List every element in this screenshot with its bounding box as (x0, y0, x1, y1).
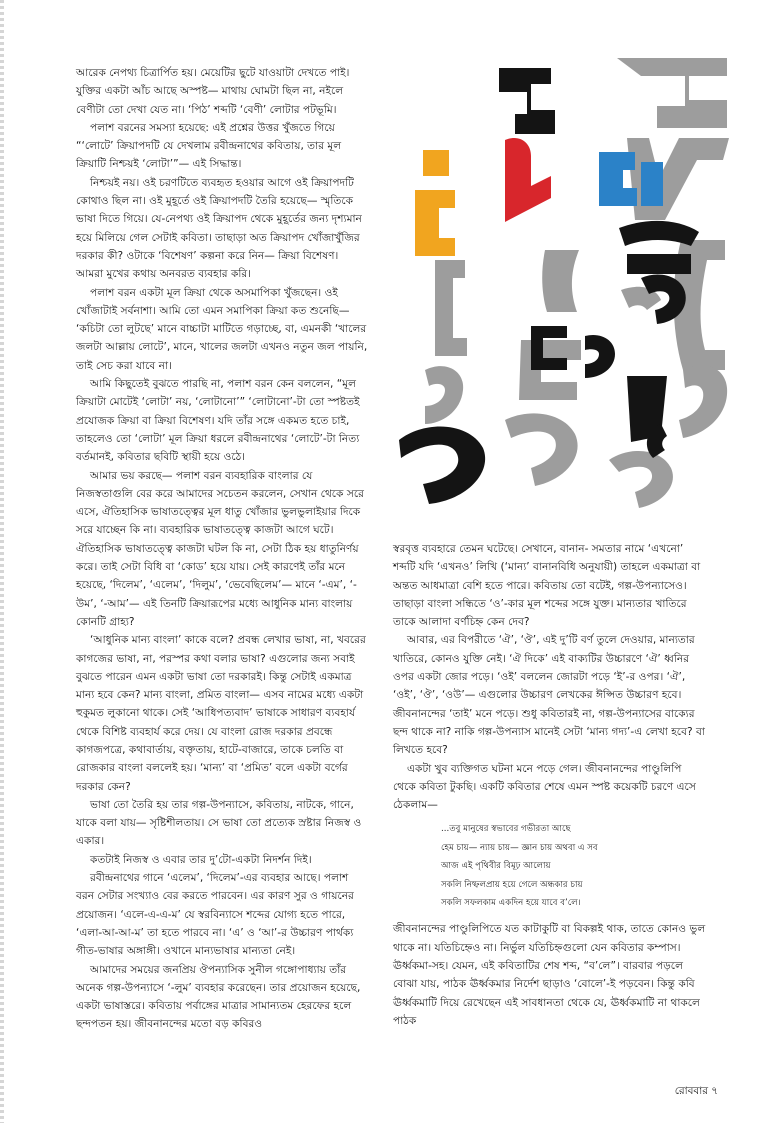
paragraph: আমার ভয় করছে— পলাশ বরন ব্যবহারিক বাংলার যে নিজস্বতাগুলি বের করে আমাদের সচেতন করলেন, সেখান থেকে সরে এসে, ঐতিহাসিক ভাষাতত্ত্বের মূল ধাতু খোঁজার ভুলভুলাইয়ার দিকে সরে যাচ্ছেন কি না। ব্যবহারিক ভাষাতত্ত্বে কাজটা আগে ঘটে। ঐতিহাসিক ভাষাতত্ত্বে কাজটা ঘটল কি না, সেটা ঠিক হয় ধাতুনির্ণয় করে। তাই সেটা বিধি বা ‘কোড’ হয়ে যায়। সেই কারণেই তাঁর মনে হয়েছে, ‘দিলেম’, ‘এলেম’, ‘দিলুম’, ‘ভেবেছিলেম’— মানে ‘-এম’, ‘-উম’, ‘-আম’— এই তিনটি ক্রিয়ারূপের মধ্যে আধুনিক মান্য বাংলায় কোনটি গ্রাহ্য? (76, 469, 364, 628)
paragraph: ‘আধুনিক মান্য বাংলা’ কাকে বলে? প্রবন্ধ লেখার ভাষা, না, খবরের কাগজের ভাষা, না, পরস্পর কথা বলার ভাষা? এগুলোর জন্য সবাই বুঝতে পারেন এমন একটা ভাষা তো দরকারই। কিন্তু সেটাই একমাত্র মান্য হবে কেন? মান্য বাংলা, প্রমিত বাংলা— এসব নামের মধ্যে একটা হুকুমত লুকানো থাকে। সেই ‘আধিপত্যবাদ’ ভাষাকে সাধারণ ব্যবহার্য থেকে বিশিষ্ট ব্যবহার্য করে দেয়। যে বাংলা রোজ দরকার প্রবন্ধে কাগজপত্রে, কথাবার্তায়, বক্তৃতায়, হাটে-বাজারে, তাকে চলতি বা রোজকার বাংলা বললেই হয়। ‘মান্য’ বা ‘প্রমিত’ বলে একটা বর্গের দরকার কেন? (76, 634, 366, 793)
poem-quote (441, 820, 707, 912)
calligraphy-art-svg (395, 40, 740, 530)
poem-line: ...তবু মানুষের স্বভাবের গভীরতা আছে (441, 824, 571, 835)
calligraphy-illustration (395, 40, 740, 530)
paragraph: আমি কিছুতেই বুঝতে পারছি না, পলাশ বরন কেন বললেন, “মূল ক্রিয়াটা মোটেই ‘লোটা’ নয়, ‘লোটানো’” ‘লোটানো’-টা তো স্পষ্টতই প্রযোজক ক্রিয়া বা ক্রিয়া বিশেষণ। যদি তাঁর সঙ্গে একমত হতে চাই, তাহলেও তো ‘লোটা’ মূল ক্রিয়া ধরলে রবীন্দ্রনাথের ‘লোটে’-টা নিত্য বর্তমানই, কবিতার ছবিটি স্থায়ী হয়ে ওঠে। (76, 378, 360, 464)
poem-line: সকলি সফলকাম একদিন হয়ে যাবে ব’লে। (441, 898, 581, 909)
paragraph: আমাদের সময়ের জনপ্রিয় ঔপন্যাসিক সুনীল গঙ্গোপাধ্যায় তাঁর অনেক গল্প-উপন্যাসে ‘-লুম’ ব্যবহার করেছেন। তার প্রয়োজন হয়েছে, একটা ভাষাস্তরে। কবিতায় পর্বাঙ্গের মাত্রার সামান্যতম হেরফের হলে ছন্দপতন হয়। জীবনানন্দের মতো বড় কবিরও (76, 963, 361, 1031)
paragraph: ভাষা তো তৈরি হয় তার গল্প-উপন্যাসে, কবিতায়, নাটকে, গানে, যাকে বলা যায়— সৃষ্টিশীলতায়। সে ভাষা তো প্রত্যেক স্রষ্টার নিজস্ব ও একার। (76, 798, 362, 848)
red-letter (505, 138, 551, 222)
page-footer: রোববার ৭ (674, 1085, 718, 1097)
poem-line: হেম চায়— ন্যায় চায়— জ্ঞান চায় অথবা এ সব (441, 842, 598, 853)
paragraph: নিশ্চয়ই নয়। ওই চরণটিতে ব্যবহৃত হওয়ার আগে ওই ক্রিয়াপদটি কোথাও ছিল না। ওই মুহূর্তে ওই ক্রিয়াপদটি তৈরি হয়েছে— স্মৃতিকে ভাষা দিতে গিয়ে। যে-নেপথ্য ওই ক্রিয়াপদ থেকে মুহূর্তের জন্য দৃশ্যমান হয়ে মিলিয়ে গেল সেটাই কবিতা। তাছাড়া অত ক্রিয়াপদ খোঁজাখুঁজির দরকার কী? ওটাকে ‘বিশেষণ’ কল্পনা করে নিন— ক্রিয়া বিশেষণ। আমরা মুখের কথায় অনবরত ব্যবহার করি। (76, 176, 362, 281)
paragraph: স্বরবৃত্ত ব্যবহারে তেমন ঘটেছে। সেখানে, বানান- সমতার নামে ‘এখনো’ শব্দটি যদি ‘এখনও’ লিখি (‘মান্য’ বানানবিধি অনুযায়ী) তাহলে একমাত্রা বা অন্তত আধমাত্রা বেশি হতে পারে। কবিতায় তো বটেই, গল্প-উপন্যাসেও। তাছাড়া বাংলা সন্ধিতে ‘ও’-কার মূল শব্দের সঙ্গে যুক্ত। মান্যতার খাতিরে তাকে আলাদা বর্ণচিহ্ন কেন দেব? (393, 543, 701, 629)
yellow-letter (415, 150, 455, 256)
right-text-column (393, 540, 707, 1030)
paragraph: রবীন্দ্রনাথের গানে ‘এলেম’, ‘দিলেম’-এর ব্যবহার আছে। পলাশ বরন সেটার সংখ্যাও বের করতে পারবেন। এর কারণ সুর ও গায়নের প্রয়োজন। ‘এলে-এ-এ-ম’ যে স্বরবিন্যাসে শব্দের যোগ্য হতে পারে, ‘এলা-আ-আ-ম’ তা হতে পারবে না। ‘এ’ ও ‘আ’-র উচ্চারণ পার্থক্য গীত-ভাষার অঙ্গাঙ্গী। ওখানে মান্যভাষার মান্যতা নেই। (76, 872, 354, 958)
poem-line: আজ এই পৃথিবীর বিমূঢ় আলোয় (441, 861, 551, 872)
left-text-column (76, 64, 368, 1034)
poem-line: সকলি নিষ্ফলপ্রায় হয়ে গেলে অন্ধকার চায় (441, 879, 583, 890)
paragraph: কতটাই নিজস্ব ও এবার তার দু’টো-একটা নিদর্শন দিই। (90, 853, 312, 866)
paragraph: পলাশ বরনের সমস্যা হয়েছে: এই প্রশ্নের উত্তর খুঁজতে গিয়ে “‘লোটে’ ক্রিয়াপদটি যে দেখলাম রবীন্দ্রনাথের কবিতায়, তার মূল ক্রিয়াটি নিশ্চয়ই ‘লোটা’”— এই সিদ্ধান্ত। (76, 121, 342, 171)
paragraph: আবার, এর বিপরীতে ‘ঐ’, ‘ঔ’, এই দু’টি বর্ণ তুলে দেওয়ার, মান্যতার খাতিরে, কোনও যুক্তি নেই। ‘ঐ দিকে’ এই বাক্যটির উচ্চারণে ‘ঐ’ ধ্বনির ওপর একটা জোর পড়ে। ‘ওই’ বললেন জোরটা পড়ে ‘ই’-র ওপর। ‘ঐ’, ‘ওই’, ‘ঔ’, ‘ওউ’— এগুলোর উচ্চারণ লেখকের ঈপ্সিত উচ্চারণ হবে। জীবনানন্দের ‘তাই’ মনে পড়ে। শুধু কবিতারই না, গল্প-উপন্যাসের বাক্যের ছন্দ থাকে না? নাকি গল্প-উপন্যাস মানেই সেটা ‘মান্য গদ্য’-এ লেখা হবে? বা লিখতে হবে? (393, 634, 705, 757)
paragraph: একটা খুব ব্যক্তিগত ঘটনা মনে পড়ে গেল। জীবনানন্দের পাণ্ডুলিপি থেকে কবিতা টুকছি। একটি কবিতার শেষে এমন স্পষ্ট কয়েকটি চরণে এসে ঠেকলাম— (393, 762, 696, 812)
page-edge-binding (0, 0, 4, 1123)
paragraph: আরেক নেপথ্য চিত্রার্পিত হয়। মেয়েটির ছুটে যাওয়াটা দেখতে পাই। যুক্তির একটা আঁচ আছে অস্পষ্ট— মাথায় ঘোমটা ছিল না, নইলে বেণীটা তো দেখা যেত না। ‘পিঠ’ শব্দটি ‘বেণী’ লোটার পটভূমি। (76, 67, 350, 116)
paragraph: জীবনানন্দের পাণ্ডুলিপিতে যত কাটাকুটি বা বিকল্পই থাক, তাতে কোনও ভুল থাকে না। যতিচিহ্নেও না। নির্ভুল যতিচিহ্নগুলো যেন কবিতার কম্পাস। ঊর্ধ্বকমা-সহ। যেমন, এই কবিতাটির শেষ শব্দ, “ব’লে”। বারবার পড়লে বোঝা যায়, পাঠক ঊর্ধ্বকমার নির্দেশ ছাড়াও ‘বোলে’-ই পড়বেন। কিন্তু কবি ঊর্ধ্বকমাটি দিয়ে রেখেছেন এই সাবধানতা থেকে যে, ঊর্ধ্বকমাটি না থাকলে পাঠক (393, 923, 706, 1027)
paragraph: পলাশ বরন একটা মূল ক্রিয়া থেকে অসমাপিকা খুঁজছেন। ওই খোঁজাটাই সর্বনাশা। আমি তো এমন সমাপিকা ক্রিয়া কত শুনেছি— ‘কচিটা তো লুটছে’ মানে বাচ্চাটা মাটিতে গড়াচ্ছে, বা, এমনকী ‘খালের জলটা আল্লায় লোটে’, মানে, খালের জলটা এখনও নতুন জল পায়নি, তাই সেচ করা যাবে না। (76, 286, 368, 372)
